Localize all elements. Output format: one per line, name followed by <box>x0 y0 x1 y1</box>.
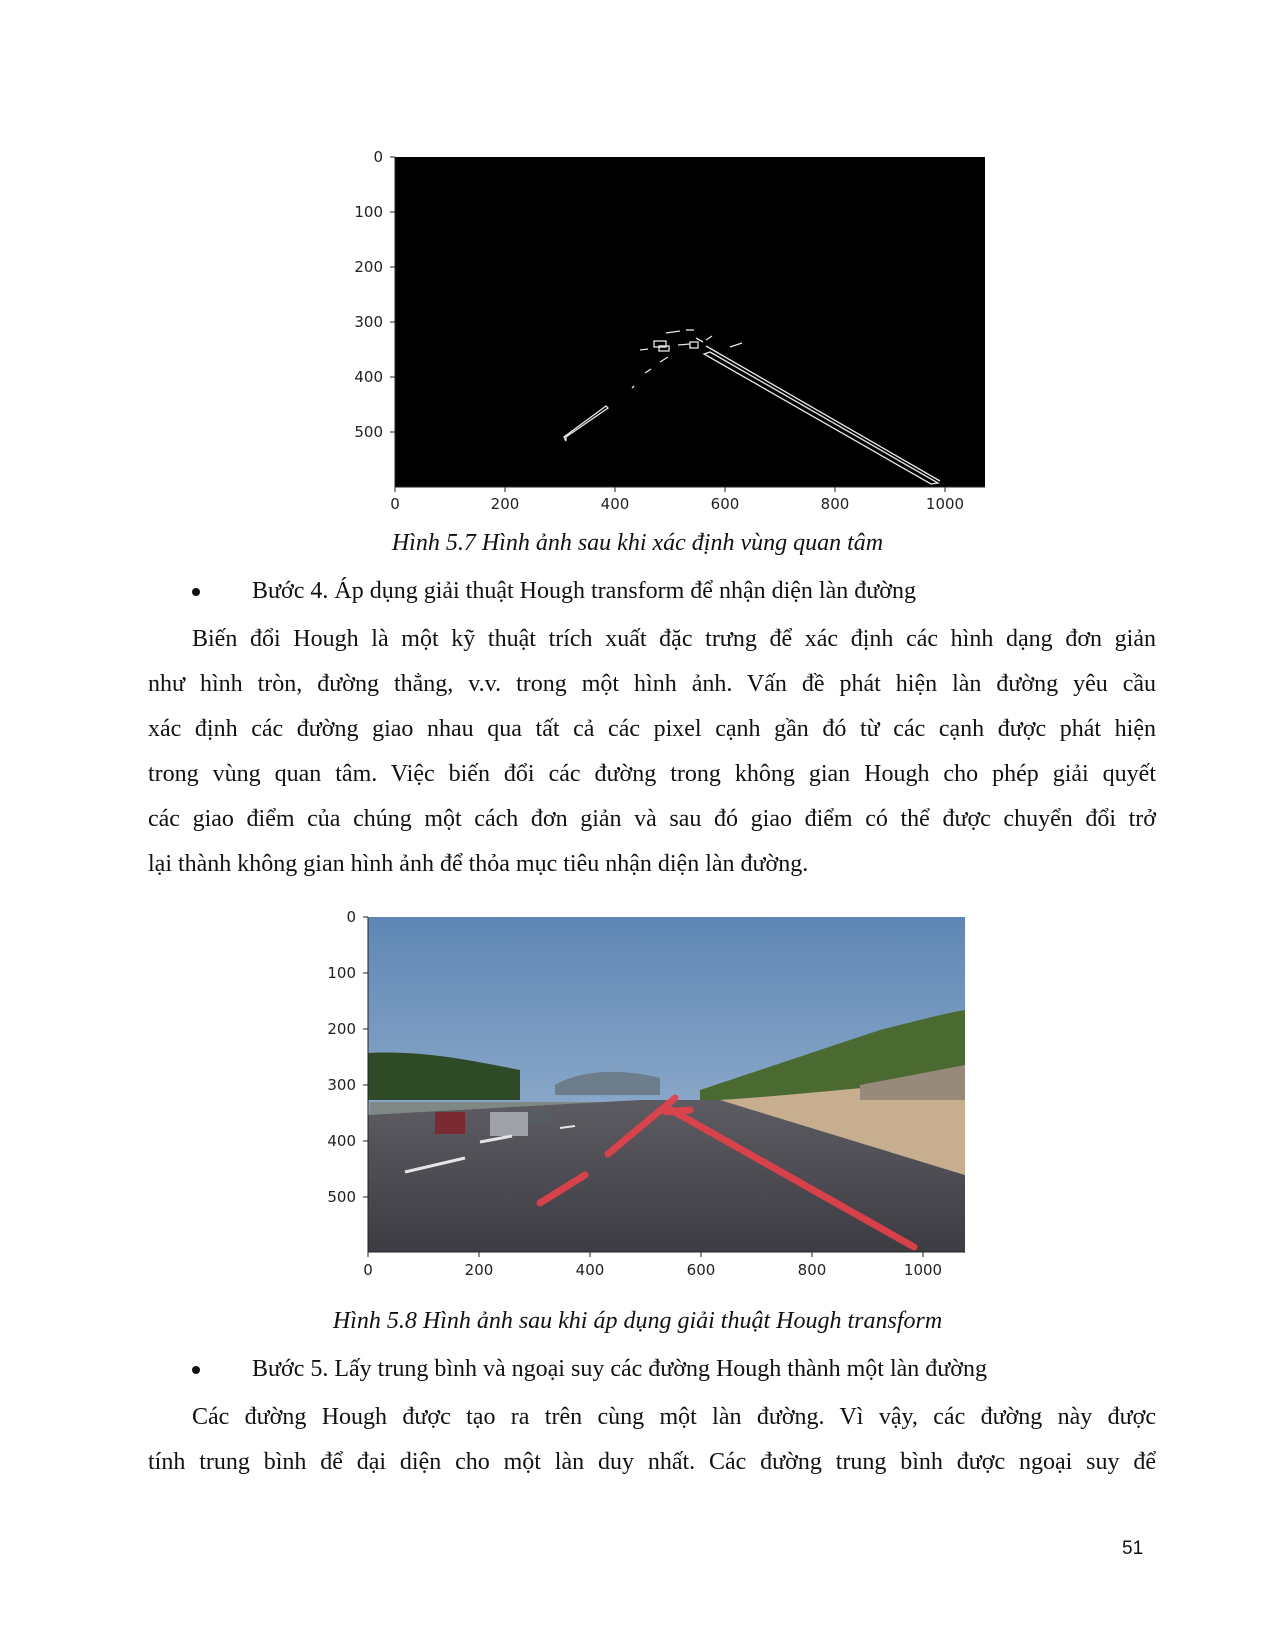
y-tick-label: 500 <box>327 1188 356 1206</box>
y-tick-label: 0 <box>346 908 356 926</box>
x-tick-label: 1000 <box>903 1261 943 1279</box>
x-tick-label: 800 <box>797 1261 827 1279</box>
x-tick-label: 1000 <box>925 495 965 513</box>
figure-caption-5-8: Hình 5.8 Hình ảnh sau khi áp dụng giải thuật Hough transform <box>332 1308 943 1334</box>
step5-text: Bước 5. Lấy trung bình và ngoại suy các đường Hough thành một làn đường <box>252 1356 987 1382</box>
paragraph-line: Các đường Hough được tạo ra trên cùng một làn đường. Vì vậy, các đường này được <box>192 1404 1156 1430</box>
x-tick-label: 200 <box>464 1261 494 1279</box>
figure-roi-edges <box>320 140 965 513</box>
page-number: 51 <box>1122 1538 1144 1559</box>
edge-image <box>395 157 985 487</box>
paragraph-line: trong vùng quan tâm. Việc biến đổi các đường trong không gian Hough cho phép giải quyết <box>148 761 1156 787</box>
x-tick-label: 800 <box>820 495 850 513</box>
x-tick-label: 0 <box>363 1261 373 1279</box>
x-tick-label: 600 <box>686 1261 716 1279</box>
x-tick-label: 400 <box>575 1261 605 1279</box>
bullet-dot-icon <box>192 1366 200 1374</box>
x-tick-label: 400 <box>600 495 630 513</box>
x-axis <box>395 487 985 492</box>
y-tick-label: 100 <box>354 203 383 221</box>
paragraph-line: tính trung bình để đại diện cho một làn duy nhất. Các đường trung bình được ngoại suy để <box>148 1449 1156 1475</box>
paragraph-line: như hình tròn, đường thẳng, v.v. trong một hình ảnh. Vấn đề phát hiện làn đường yêu cầu <box>148 671 1156 697</box>
x-tick-label: 200 <box>490 495 520 513</box>
y-tick-label: 500 <box>354 423 383 441</box>
x-tick-label: 600 <box>710 495 740 513</box>
figure-hough-lines <box>290 900 990 1295</box>
y-tick-label: 0 <box>373 148 383 166</box>
figure-caption-5-7: Hình 5.7 Hình ảnh sau khi xác định vùng quan tâm <box>391 530 884 556</box>
x-axis <box>368 1252 965 1257</box>
paragraph-hough <box>148 617 1156 887</box>
paragraph-line: các giao điểm của chúng một cách đơn giản và sau đó giao điểm có thể được chuyển đổi trở <box>148 806 1156 832</box>
paragraph-line: lại thành không gian hình ảnh để thỏa mục tiêu nhận diện làn đường. <box>148 851 809 877</box>
paragraph-line: Biến đổi Hough là một kỹ thuật trích xuất đặc trưng để xác định các hình dạng đơn giản <box>192 626 1156 652</box>
step4-text: Bước 4. Áp dụng giải thuật Hough transform để nhận diện làn đường <box>252 578 916 604</box>
x-tick-label: 0 <box>390 495 400 513</box>
y-axis <box>390 157 395 487</box>
y-tick-label: 400 <box>327 1132 356 1150</box>
paragraph-averaging <box>148 1395 1156 1485</box>
y-tick-label: 100 <box>327 964 356 982</box>
y-tick-label: 200 <box>354 258 383 276</box>
road-photo <box>368 917 965 1252</box>
y-axis <box>363 917 368 1252</box>
y-tick-label: 300 <box>327 1076 356 1094</box>
bullet-dot-icon <box>192 588 200 596</box>
y-tick-label: 400 <box>354 368 383 386</box>
y-tick-label: 300 <box>354 313 383 331</box>
paragraph-line: xác định các đường giao nhau qua tất cả các pixel cạnh gần đó từ các cạnh được phát hiện <box>148 716 1156 742</box>
y-tick-label: 200 <box>327 1020 356 1038</box>
